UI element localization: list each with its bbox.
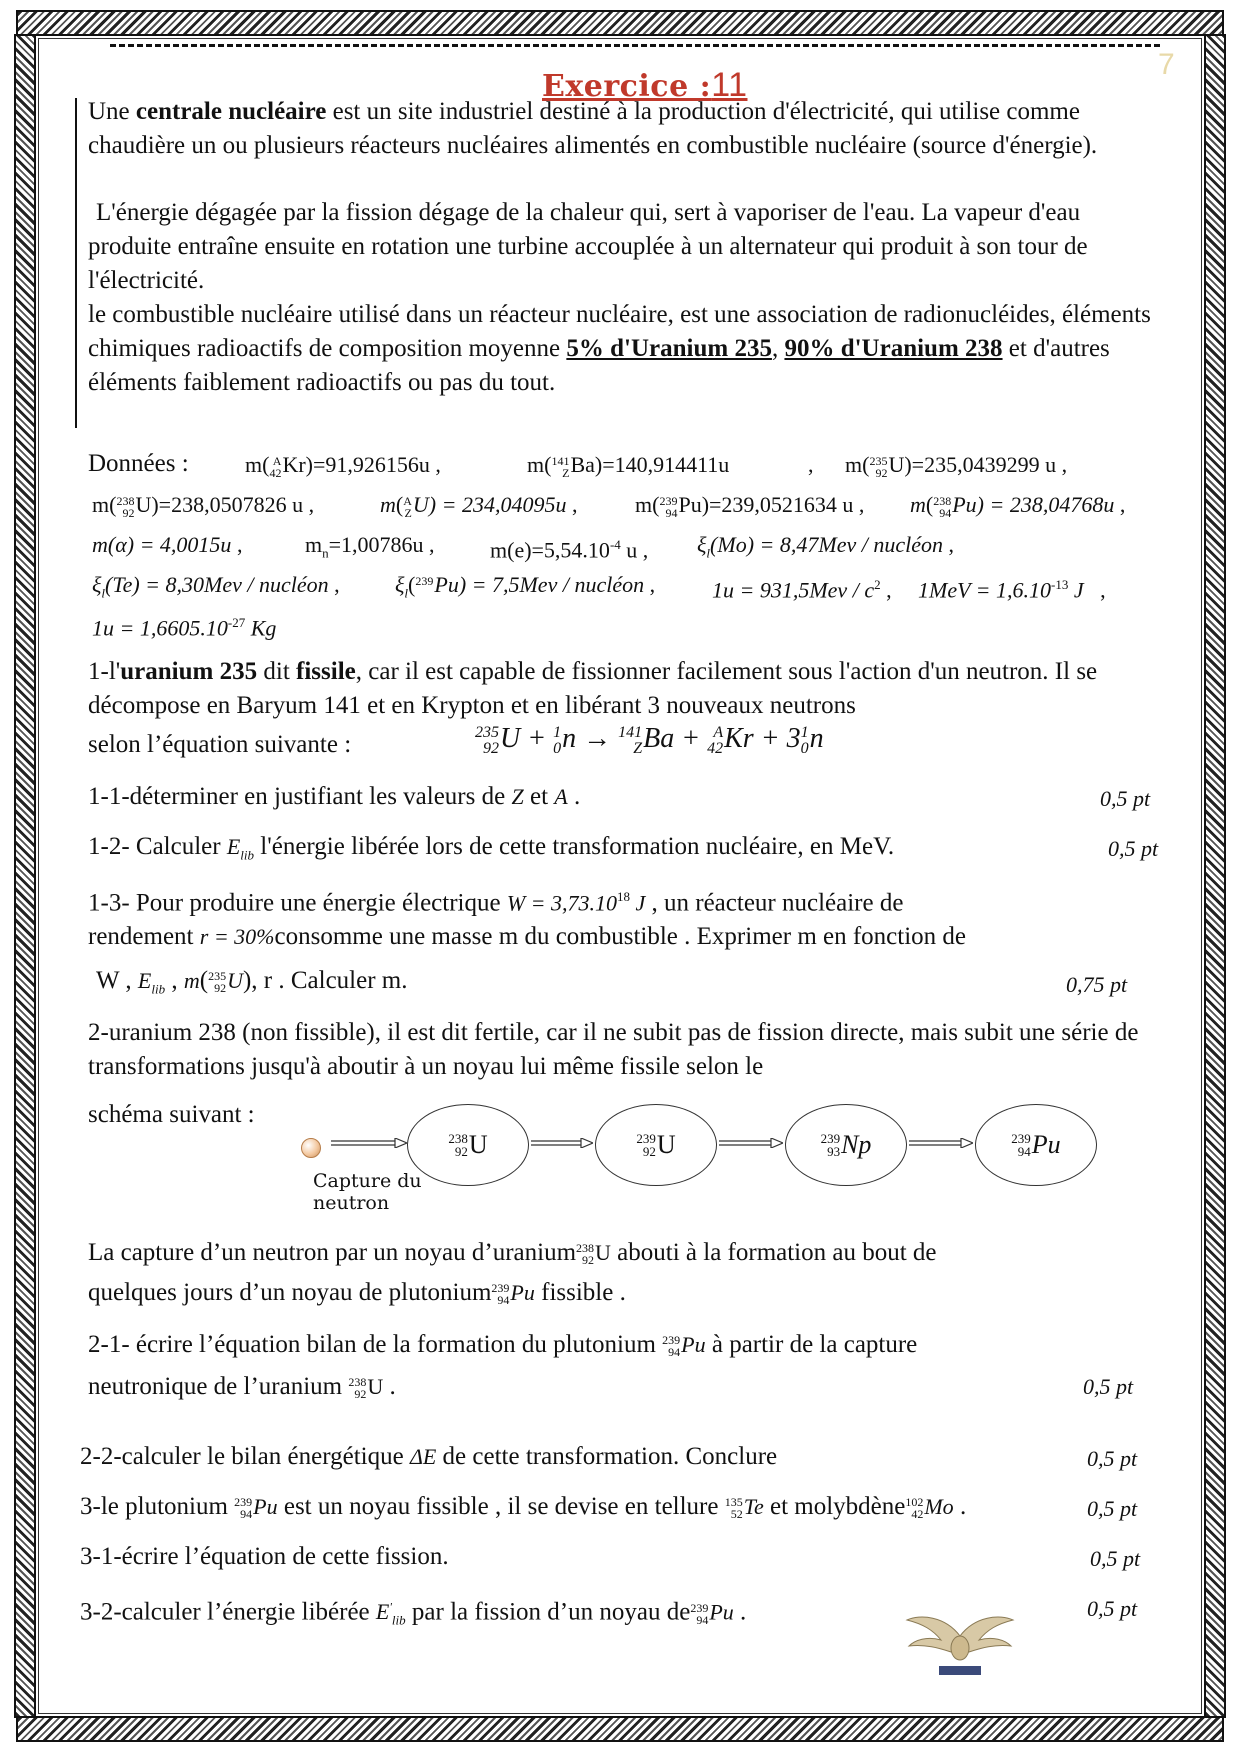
points-q3-2: 0,5 pt	[1087, 1596, 1138, 1621]
q2-intro: 2-uranium 238 (non fissible), il est dit fertile, car il ne subit pas de fission directe, mais subit une série de transformations jusqu'à aboutir à un noyau lui même fissile selon le	[88, 1019, 1139, 1080]
q1-3-line3: W , $E_{lib}$ , m( 235 92 U), r . Calculer m.	[96, 967, 408, 997]
arrow-2	[719, 1138, 783, 1148]
decorative-border-top	[16, 10, 1224, 36]
capture-text-line2: quelques jours d’un noyau de plutonium 239 94 Pu fissible .	[88, 1279, 626, 1308]
q1-intro: 1-l'uranium 235 dit fissile, car il est capable de fissionner facilement sous l'action d'un neutron. Il se décompose en Baryum 141 et en Krypton et en libérant 3 nouveaux neutrons	[88, 658, 1098, 719]
intro-paragraph-3: le combustible nucléaire utilisé dans un réacteur nucléaire, est une association de radionucléides, éléments chimiques radioactifs de composition moyenne 5% d'Uranium 235, 90% d'Uranium 238 et d'autres éléments faiblement radioactifs ou pas du tout.	[88, 301, 1151, 396]
data-mass-electron: $m(e)=5,54.10^{-4}$ u ,	[490, 537, 649, 563]
decorative-border-bottom	[16, 1716, 1224, 1742]
data-mass-u234: m( A Z U) = 234,04095u ,	[380, 492, 578, 520]
decorative-border-left	[14, 34, 36, 1718]
data-mass-alpha: m(α) = 4,0015u ,	[92, 532, 243, 557]
arrow-1	[531, 1138, 593, 1148]
neutron-icon	[301, 1138, 321, 1158]
capture-label: Capture du neutron	[313, 1170, 422, 1214]
data-mass-neutron: $m_n=1,00786u$ ,	[305, 532, 435, 561]
data-mass-kr: m( A 42 Kr)=91,926156u ,	[245, 452, 441, 480]
q1-1: 1-1-déterminer en justifiant les valeurs de Z et A .	[88, 783, 581, 810]
points-q2-2: 0,5 pt	[1087, 1446, 1138, 1471]
points-q1-3: 0,75 pt	[1066, 972, 1128, 997]
exercise-number: 11	[711, 66, 748, 104]
q2-1-line2: neutronique de l’uranium 238 92 U .	[88, 1373, 396, 1402]
points-q3-1: 0,5 pt	[1090, 1546, 1141, 1571]
nucleus-u238: 238 92 U	[407, 1104, 529, 1186]
data-mev-joule: $1MeV = 1,6.10^{-13}$ J ,	[918, 577, 1106, 603]
intro-sidebar-line	[75, 98, 77, 428]
capture-text-line1: La capture d’un neutron par un noyau d’uranium 238 92 U abouti à la formation au bout de	[88, 1239, 937, 1268]
q1-intro-line3: selon l’équation suivante :	[88, 731, 352, 758]
fission-equation-u235: 235 92 U + 1 0 n → 141 Z Ba + A 42 Kr + 3 1 0 n	[475, 723, 824, 757]
q1-3-line1: 1-3- Pour produire une énergie électrique $W = 3,73.10^{18}$ J , un réacteur nucléaire de	[88, 889, 904, 917]
data-xi-pu: $\xi_l$( 239 Pu) = 7,5Mev / nucléon ,	[395, 572, 656, 601]
data-u-kg: $1u = 1,6605.10^{-27}$ Kg	[92, 615, 277, 641]
decorative-border-right	[1204, 34, 1226, 1718]
nucleus-u239: 239 92 U	[595, 1104, 717, 1186]
nucleus-pu239: 239 94 Pu	[975, 1104, 1097, 1186]
winged-emblem-logo	[905, 1606, 1015, 1686]
q3-1: 3-1-écrire l’équation de cette fission.	[80, 1543, 449, 1570]
page-number: 7	[1158, 48, 1175, 81]
points-q3: 0,5 pt	[1087, 1496, 1138, 1521]
q2-2: 2-2-calculer le bilan énergétique ΔE de cette transformation. Conclure	[80, 1443, 778, 1470]
q1-2: 1-2- Calculer $E_{lib}$ l'énergie libérée lors de cette transformation nucléaire, en MeV.	[88, 833, 895, 863]
capture-arrow	[331, 1138, 407, 1148]
q1-3-line2: rendement r = 30%consomme une masse m du combustible . Exprimer m en fonction de	[88, 923, 967, 950]
exercise-title-label: Exercice :	[542, 69, 712, 104]
q3-intro: 3-le plutonium 239 94 Pu est un noyau fissible , il se devise en tellure 135 52 Te et molybdène 102 42 Mo .	[80, 1493, 967, 1522]
schema-label: schéma suivant :	[88, 1101, 255, 1128]
data-u-mev: $1u = 931,5Mev / c^2$ ,	[712, 577, 892, 603]
points-q2-1: 0,5 pt	[1083, 1374, 1134, 1399]
data-xi-mo: $\xi_l(Mo) = 8,47Mev$ / nucléon ,	[697, 532, 954, 561]
q3-2: 3-2-calculer l’énergie libérée $E'_{lib}$ par la fission d’un noyau de 239 94 Pu .	[80, 1598, 747, 1628]
arrow-3	[909, 1138, 973, 1148]
points-q1-1: 0,5 pt	[1100, 786, 1151, 811]
data-mass-ba: m( 141 Z Ba)=140,914411u	[527, 452, 730, 480]
data-mass-pu238: m( 238 94 Pu) = 238,04768u ,	[910, 492, 1126, 520]
transformation-diagram	[295, 1098, 1125, 1238]
data-mass-u238: m( 238 92 U)=238,0507826 u ,	[92, 492, 315, 520]
nucleus-np239: 239 93 Np	[785, 1104, 907, 1186]
intro-paragraph-1: Une centrale nucléaire est un site industriel destiné à la production d'électricité, qui utilise comme chaudière un ou plusieurs réacteurs nucléaires alimentés en combustible nucléaire (source d'énergie).	[88, 98, 1098, 159]
data-mass-pu239: m( 239 94 Pu)=239,0521634 u ,	[635, 492, 865, 520]
dashed-separator	[110, 44, 1160, 47]
data-xi-te: $\xi_l(Te) = 8,30Mev$ / nucléon ,	[92, 572, 340, 601]
intro-paragraph-2: L'énergie dégagée par la fission dégage de la chaleur qui, sert à vaporiser de l'eau. La vapeur d'eau produite entraîne ensuite en rotation une turbine accouplée à un alternateur qui produit à son tour de l'électricité.	[88, 199, 1088, 294]
points-q1-2: 0,5 pt	[1108, 836, 1159, 861]
q2-1-line1: 2-1- écrire l’équation bilan de la formation du plutonium 239 94 Pu à partir de la capture	[88, 1331, 918, 1360]
data-mass-u235: m( 235 92 U)=235,0439299 u ,	[845, 452, 1068, 480]
donnees-label: Données :	[88, 450, 189, 477]
